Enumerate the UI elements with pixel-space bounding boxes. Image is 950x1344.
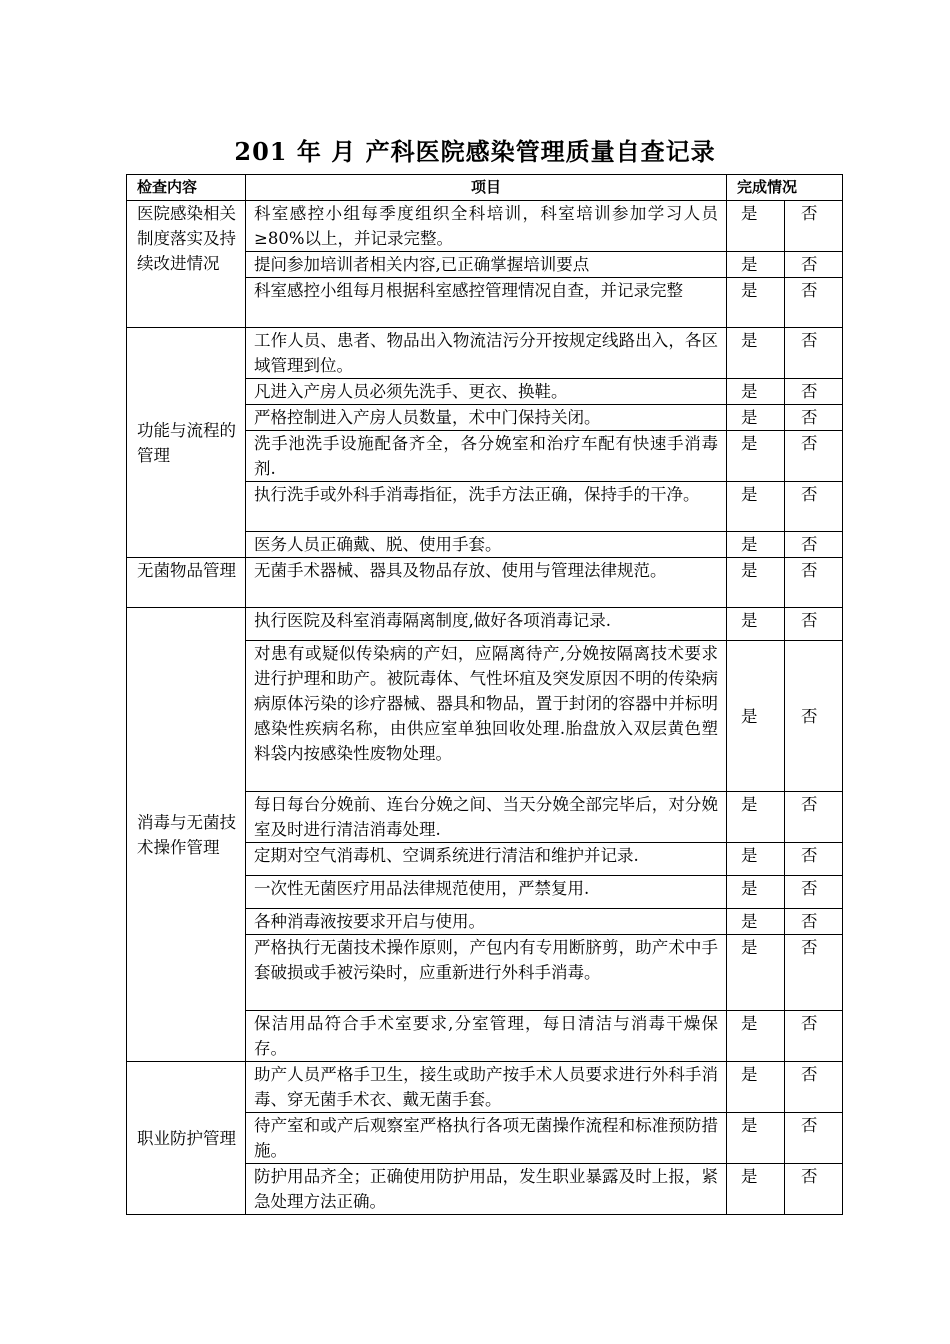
no-option[interactable]: 否 bbox=[785, 328, 843, 379]
yes-option[interactable]: 是 bbox=[727, 1113, 785, 1164]
no-option[interactable]: 否 bbox=[785, 252, 843, 278]
item-cell: 执行医院及科室消毒隔离制度,做好各项消毒记录. bbox=[246, 608, 727, 641]
yes-option[interactable]: 是 bbox=[727, 935, 785, 1011]
yes-option[interactable]: 是 bbox=[727, 278, 785, 328]
category-cell: 医院感染相关制度落实及持续改进情况 bbox=[127, 201, 246, 328]
yes-option[interactable]: 是 bbox=[727, 328, 785, 379]
no-option[interactable]: 否 bbox=[785, 278, 843, 328]
yes-option[interactable]: 是 bbox=[727, 876, 785, 909]
category-cell: 无菌物品管理 bbox=[127, 558, 246, 608]
item-cell: 一次性无菌医疗用品法律规范使用，严禁复用. bbox=[246, 876, 727, 909]
yes-option[interactable]: 是 bbox=[727, 1062, 785, 1113]
table-row bbox=[127, 1062, 843, 1113]
item-cell: 无菌手术器械、器具及物品存放、使用与管理法律规范。 bbox=[246, 558, 727, 608]
table-row bbox=[127, 201, 843, 252]
category-cell: 职业防护管理 bbox=[127, 1062, 246, 1215]
item-cell: 工作人员、患者、物品出入物流洁污分开按规定线路出入，各区域管理到位。 bbox=[246, 328, 727, 379]
category-cell: 功能与流程的管理 bbox=[127, 328, 246, 558]
no-option[interactable]: 否 bbox=[785, 532, 843, 558]
item-cell: 执行洗手或外科手消毒指征，洗手方法正确，保持手的干净。 bbox=[246, 482, 727, 532]
item-cell: 定期对空气消毒机、空调系统进行清洁和维护并记录. bbox=[246, 843, 727, 876]
header-done: 完成情况 bbox=[727, 175, 843, 201]
table-header-row bbox=[127, 175, 843, 201]
no-option[interactable]: 否 bbox=[785, 608, 843, 641]
item-cell: 科室感控小组每季度组织全科培训，科室培训参加学习人员≥80%以上，并记录完整。 bbox=[246, 201, 727, 252]
yes-option[interactable]: 是 bbox=[727, 405, 785, 431]
no-option[interactable]: 否 bbox=[785, 558, 843, 608]
no-option[interactable]: 否 bbox=[785, 843, 843, 876]
item-cell: 防护用品齐全；正确使用防护用品，发生职业暴露及时上报，紧急处理方法正确。 bbox=[246, 1164, 727, 1215]
yes-option[interactable]: 是 bbox=[727, 252, 785, 278]
no-option[interactable]: 否 bbox=[785, 792, 843, 843]
yes-option[interactable]: 是 bbox=[727, 379, 785, 405]
yes-option[interactable]: 是 bbox=[727, 843, 785, 876]
no-option[interactable]: 否 bbox=[785, 876, 843, 909]
yes-option[interactable]: 是 bbox=[727, 1011, 785, 1062]
yes-option[interactable]: 是 bbox=[727, 608, 785, 641]
item-cell: 洗手池洗手设施配备齐全，各分娩室和治疗车配有快速手消毒剂. bbox=[246, 431, 727, 482]
no-option[interactable]: 否 bbox=[785, 431, 843, 482]
no-option[interactable]: 否 bbox=[785, 1164, 843, 1215]
header-category: 检查内容 bbox=[127, 175, 246, 201]
table-row bbox=[127, 328, 843, 379]
item-cell: 对患有或疑似传染病的产妇，应隔离待产,分娩按隔离技术要求进行护理和助产。被阮毒体、气性坏疽及突发原因不明的传染病病原体污染的诊疗器械、器具和物品，置于封闭的容器中并标明感染性疾病名称，由供应室单独回收处理.胎盘放入双层黄色塑料袋内按感染性废物处理。 bbox=[246, 641, 727, 792]
yes-option[interactable]: 是 bbox=[727, 1164, 785, 1215]
item-cell: 助产人员严格手卫生，接生或助产按手术人员要求进行外科手消毒、穿无菌手术衣、戴无菌手套。 bbox=[246, 1062, 727, 1113]
inspection-table bbox=[126, 174, 843, 1215]
no-option[interactable]: 否 bbox=[785, 909, 843, 935]
no-option[interactable]: 否 bbox=[785, 1062, 843, 1113]
yes-option[interactable]: 是 bbox=[727, 532, 785, 558]
item-cell: 严格控制进入产房人员数量，术中门保持关闭。 bbox=[246, 405, 727, 431]
header-item: 项目 bbox=[246, 175, 727, 201]
item-cell: 各种消毒液按要求开启与使用。 bbox=[246, 909, 727, 935]
yes-option[interactable]: 是 bbox=[727, 201, 785, 252]
item-cell: 提问参加培训者相关内容,已正确掌握培训要点 bbox=[246, 252, 727, 278]
no-option[interactable]: 否 bbox=[785, 641, 843, 792]
item-cell: 保洁用品符合手术室要求,分室管理，每日清洁与消毒干燥保存。 bbox=[246, 1011, 727, 1062]
yes-option[interactable]: 是 bbox=[727, 431, 785, 482]
item-cell: 待产室和或产后观察室严格执行各项无菌操作流程和标准预防措施。 bbox=[246, 1113, 727, 1164]
no-option[interactable]: 否 bbox=[785, 1113, 843, 1164]
no-option[interactable]: 否 bbox=[785, 1011, 843, 1062]
item-cell: 医务人员正确戴、脱、使用手套。 bbox=[246, 532, 727, 558]
no-option[interactable]: 否 bbox=[785, 379, 843, 405]
table-row bbox=[127, 608, 843, 641]
yes-option[interactable]: 是 bbox=[727, 909, 785, 935]
table-body bbox=[127, 201, 843, 1215]
category-cell: 消毒与无菌技术操作管理 bbox=[127, 608, 246, 1062]
yes-option[interactable]: 是 bbox=[727, 482, 785, 532]
item-cell: 严格执行无菌技术操作原则，产包内有专用断脐剪，助产术中手套破损或手被污染时，应重新进行外科手消毒。 bbox=[246, 935, 727, 1011]
no-option[interactable]: 否 bbox=[785, 935, 843, 1011]
item-cell: 科室感控小组每月根据科室感控管理情况自查，并记录完整 bbox=[246, 278, 727, 328]
no-option[interactable]: 否 bbox=[785, 405, 843, 431]
page-title: 201 年 月 产科医院感染管理质量自查记录 bbox=[234, 137, 716, 166]
item-cell: 凡进入产房人员必须先洗手、更衣、换鞋。 bbox=[246, 379, 727, 405]
yes-option[interactable]: 是 bbox=[727, 641, 785, 792]
yes-option[interactable]: 是 bbox=[727, 558, 785, 608]
yes-option[interactable]: 是 bbox=[727, 792, 785, 843]
no-option[interactable]: 否 bbox=[785, 201, 843, 252]
table-row bbox=[127, 558, 843, 608]
item-cell: 每日每台分娩前、连台分娩之间、当天分娩全部完毕后，对分娩室及时进行清洁消毒处理. bbox=[246, 792, 727, 843]
no-option[interactable]: 否 bbox=[785, 482, 843, 532]
